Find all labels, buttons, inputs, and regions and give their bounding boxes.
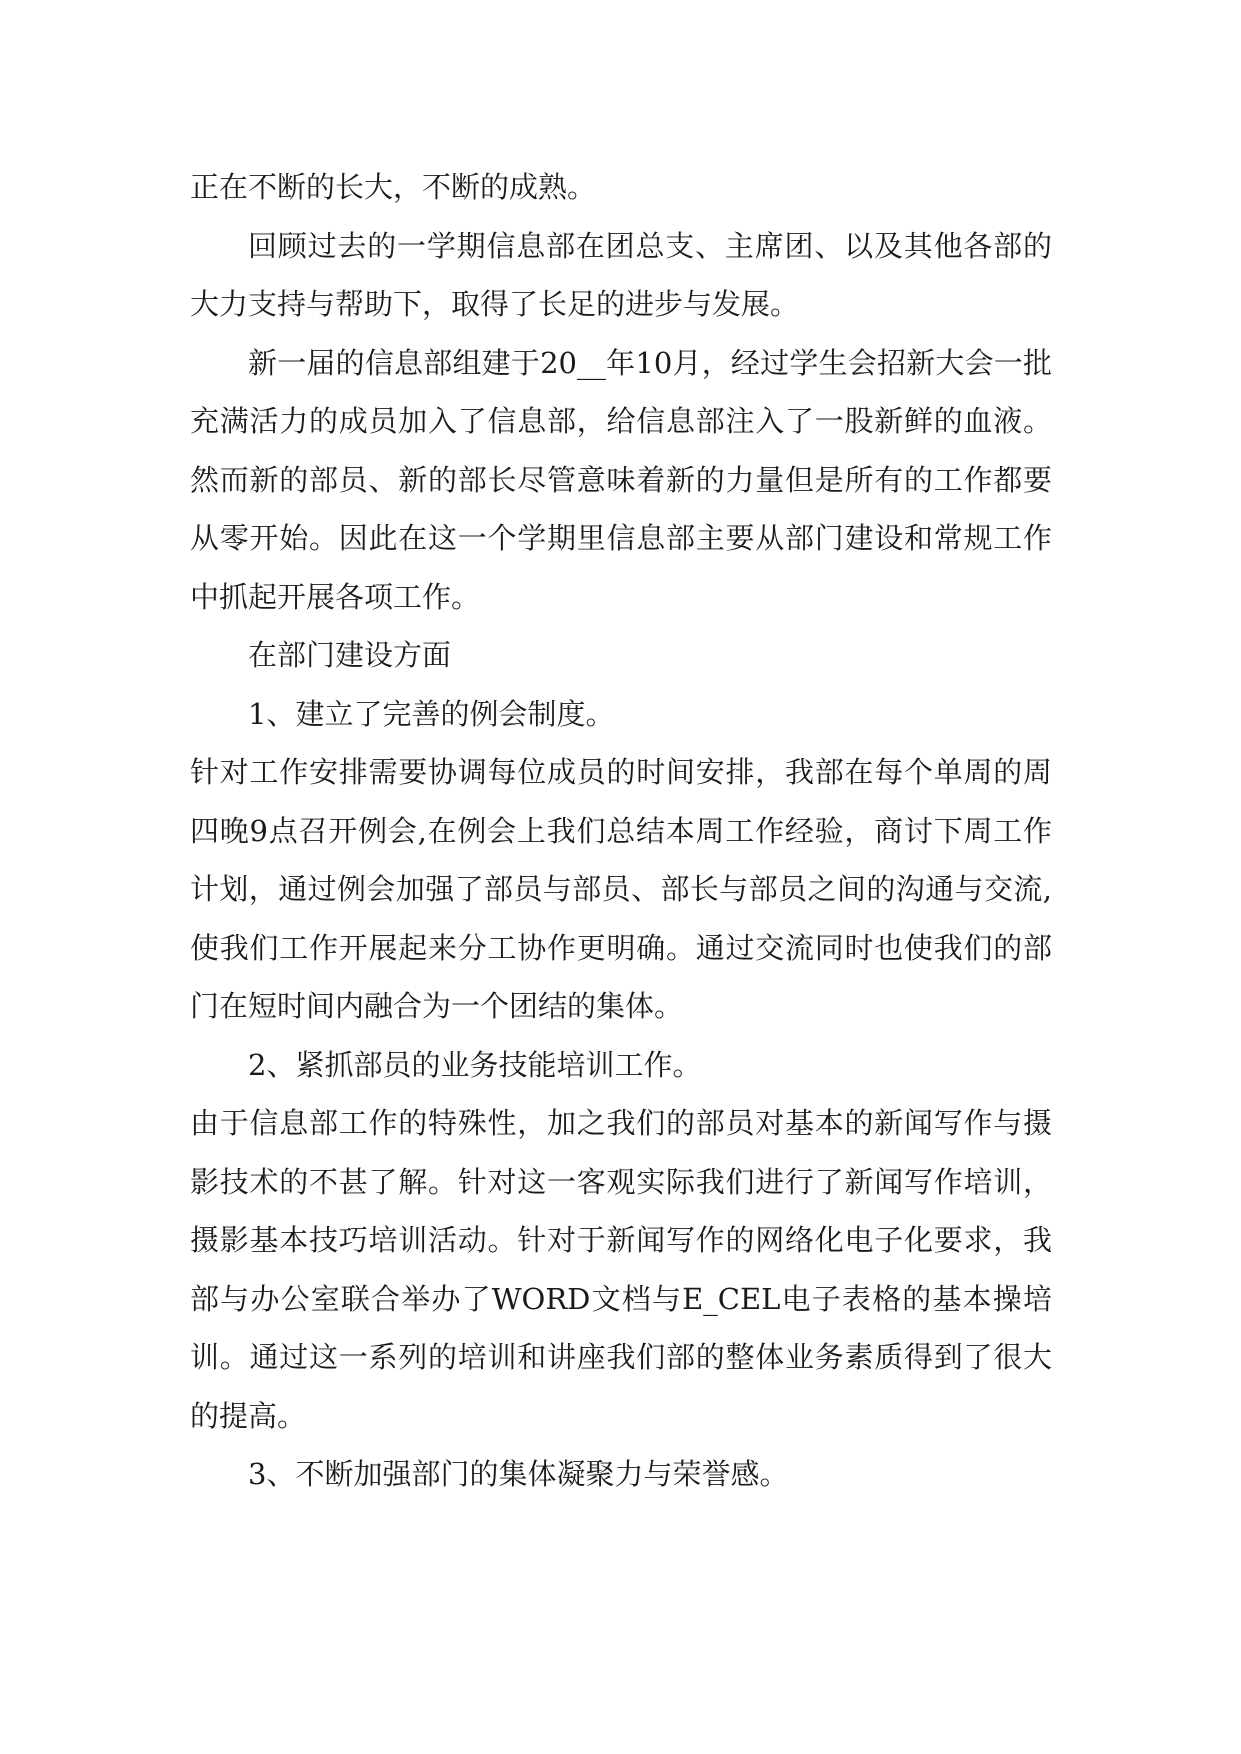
paragraph-new-department: 新一届的信息部组建于20__年10月，经过学生会招新大会一批充满活力的成员加入了信息部，给信息部注入了一股新鲜的血液。然而新的部员、新的部长尽管意味着新的力量但是所有的工作都要从零开始。因此在这一个学期里信息部主要从部门建设和常规工作中抓起开展各项工作。 bbox=[190, 345, 1052, 614]
document-body bbox=[190, 158, 1052, 1504]
section-heading-department-building: 在部门建设方面 bbox=[248, 638, 452, 672]
list-item-1-heading: 1、建立了完善的例会制度。 bbox=[248, 696, 615, 731]
paragraph-intro: 正在不断的长大，不断的成熟。 bbox=[190, 170, 597, 204]
list-item-2-heading: 2、紧抓部员的业务技能培训工作。 bbox=[248, 1047, 702, 1082]
paragraph-review: 回顾过去的一学期信息部在团总支、主席团、以及其他各部的大力支持与帮助下，取得了长足的进步与发展。 bbox=[190, 228, 1052, 321]
list-item-2-body: 由于信息部工作的特殊性，加之我们的部员对基本的新闻写作与摄影技术的不甚了解。针对这一客观实际我们进行了新闻写作培训，摄影基本技巧培训活动。针对于新闻写作的网络化电子化要求，我部与办公室联合举办了WORD文档与E_CEL电子表格的基本操培训。通过这一系列的培训和讲座我们部的整体业务素质得到了很大的提高。 bbox=[190, 1106, 1052, 1433]
list-item-3-heading: 3、不断加强部门的集体凝聚力与荣誉感。 bbox=[248, 1457, 789, 1491]
list-item-1-body: 针对工作安排需要协调每位成员的时间安排，我部在每个单周的周四晚9点召开例会,在例会上我们总结本周工作经验，商讨下周工作计划，通过例会加强了部员与部员、部长与部员之间的沟通与交流,使我们工作开展起来分工协作更明确。通过交流同时也使我们的部门在短时间内融合为一个团结的集体。 bbox=[190, 755, 1052, 1023]
